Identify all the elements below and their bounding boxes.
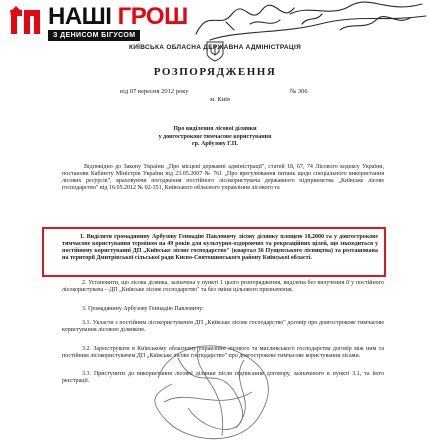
clause-3: 3. Громадянину Арбузову Геннадію Павловичу: <box>82 306 204 312</box>
decree-document <box>0 44 430 446</box>
pen-scribble-mark <box>148 338 280 446</box>
document-type: РОЗПОРЯДЖЕННЯ <box>153 66 277 78</box>
logo-icon <box>8 4 42 38</box>
document-city: м. Київ <box>210 96 231 103</box>
legal-basis-paragraph: Відповідно до Закону України „Про місцеві державні адміністрації", статей 18, 67, 74 Лісового кодексу України, постанови Кабінету Міністрів України від 23.05.2007 № 761 „Про врегулювання питань щодо спеціального використання лісових ресурсів", враховуючи погодження постійного лісокористувача державного підприємства „Київське лісове господарство" від 16.05.2012 № 02-351, Київського обласного управління лісового та <box>62 164 384 191</box>
clause-3-2: 3.2. Зареєструвати в Київському обласному управлінні лісового та мисливського господарства договір між ним та постійним лісокористувачем ДП „Київське лісове господарство" про довгострокове тимчасове користування лісами. <box>62 346 384 359</box>
subject-line: гр. Арбузову Г.П. <box>191 141 239 147</box>
brand-subtitle: З ДЕНИСОМ БІГУСОМ <box>48 30 140 41</box>
handwritten-signature <box>190 0 430 46</box>
document-date: від 07 вересня 2012 року <box>120 88 189 95</box>
clause-3-1: 3.1. Укласти з постійним лісокористувачем ДП „Київське лісове господарство" договір про довгострокове тимчасове користування лісовою ділянкою. <box>62 320 384 333</box>
subject-line: у довгострокове тимчасове користування <box>158 133 272 140</box>
document-subject <box>110 126 320 149</box>
brand-title-part1: НАШІ <box>48 3 118 30</box>
subject-line: Про виділення лісової ділянки <box>173 126 257 132</box>
clause-1: 1. Виділити громадянину Арбузову Геннадію Павловичу лісову ділянку площею 18,2000 га у довгострокове тимчасове користування терміном на 49 років для культурно-оздоровчих та рекреаційних цілей, що знаходиться у постійному користуванні ДП „Київське лісове господарство" (квартал 36 Пущевського лісництва) та розташована на території Дмитрівської сільської ради Києво-Святошинського району Київської області. <box>62 234 378 261</box>
branding-header <box>0 0 430 44</box>
issuing-authority: КИЇВСЬКА ОБЛАСНА ДЕРЖАВНА АДМІНІСТРАЦІЯ <box>128 44 302 51</box>
brand-title-part2: ГРОШ <box>117 3 188 30</box>
clause-2: 2. Установити, що лісова ділянка, зазначена у пункті 1 цього розпорядження, виділена без вилучення її у постійного лісокористувача – ДП „Київське лісове господарство" та без зміни цільового призначення. <box>62 280 384 293</box>
clause-3-3: 3.3. Приступити до використання лісової ділянки після підписання договору, зазначеного в пункті 3.1, та його реєстрації. <box>62 371 384 384</box>
document-number: № 306 <box>290 88 308 95</box>
brand-title <box>48 4 188 30</box>
